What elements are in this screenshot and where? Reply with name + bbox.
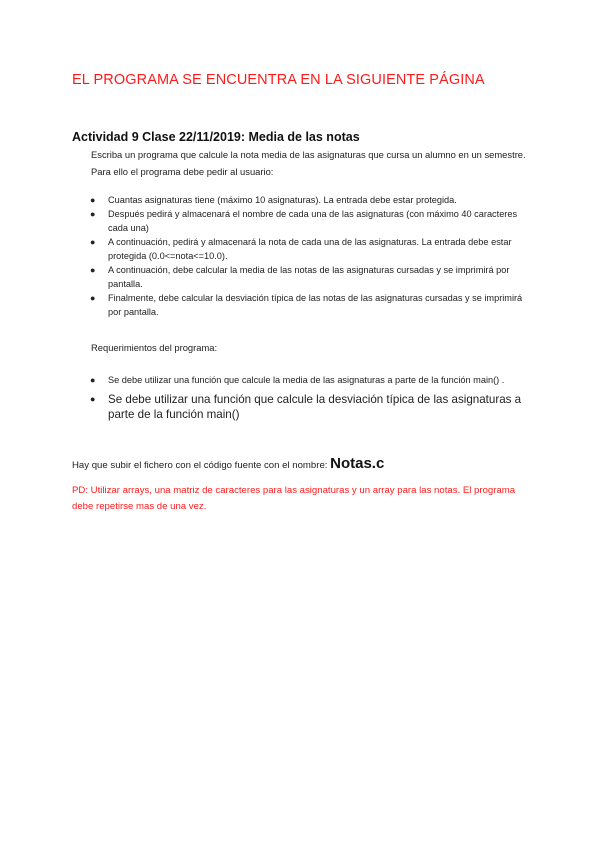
bullet-icon: ●	[90, 209, 96, 220]
bullet-icon: ●	[90, 292, 96, 303]
list-item-text: Cuantas asignaturas tiene (máximo 10 asignaturas). La entrada debe estar protegida.	[108, 195, 457, 205]
list-item-text: Se debe utilizar una función que calcule la media de las asignaturas a parte de la función main() .	[108, 375, 505, 385]
upload-text: Hay que subir el fichero con el código fuente con el nombre:	[72, 460, 331, 471]
list-item-text: Finalmente, debe calcular la desviación típica de las notas de las asignaturas cursadas y se imprimirá por pantalla.	[108, 292, 523, 317]
bullet-icon: ●	[90, 237, 96, 248]
requirements-list	[90, 374, 530, 423]
list-item-text: Después pedirá y almacenará el nombre de cada una de las asignaturas (con máximo 40 caracteres cada una)	[108, 209, 518, 233]
bullet-icon: ●	[90, 375, 96, 385]
filename: Notas.c	[330, 455, 385, 472]
list-item	[90, 392, 530, 423]
bullet-icon: ●	[90, 195, 96, 205]
bullet-icon: ●	[90, 393, 96, 404]
list-item	[90, 292, 530, 319]
list-item-text: A continuación, debe calcular la media de las notas de las asignaturas cursadas y se imprimirá por pantalla.	[108, 265, 510, 289]
bullet-icon: ●	[90, 265, 96, 276]
requirements-heading: Requerimientos del programa:	[91, 342, 218, 353]
activity-title: Actividad 9 Clase 22/11/2019: Media de las notas	[72, 130, 360, 144]
list-item	[90, 264, 530, 291]
upload-instruction	[72, 455, 384, 472]
pd-note: PD: Utilizar arrays, una matriz de caracteres para las asignaturas y un array para las notas. El programa debe repetirse mas de una vez.	[72, 485, 516, 512]
list-item	[90, 236, 530, 263]
list-item-text: A continuación, pedirá y almacenará la nota de cada una de las asignaturas. La entrada debe estar protegida (0.0<=nota<=10.0).	[108, 237, 512, 261]
task-list	[90, 194, 530, 319]
list-item	[90, 374, 530, 388]
page-banner: EL PROGRAMA SE ENCUENTRA EN LA SIGUIENTE PÁGINA	[72, 72, 485, 88]
list-item	[90, 194, 530, 208]
activity-intro: Escriba un programa que calcule la nota media de las asignaturas que cursa un alumno en un semestre. Para ello el programa debe pedir al usuario:	[91, 149, 526, 177]
list-item	[90, 208, 530, 235]
list-item-text: Se debe utilizar una función que calcule la desviación típica de las asignaturas a parte de la función main()	[108, 392, 522, 422]
